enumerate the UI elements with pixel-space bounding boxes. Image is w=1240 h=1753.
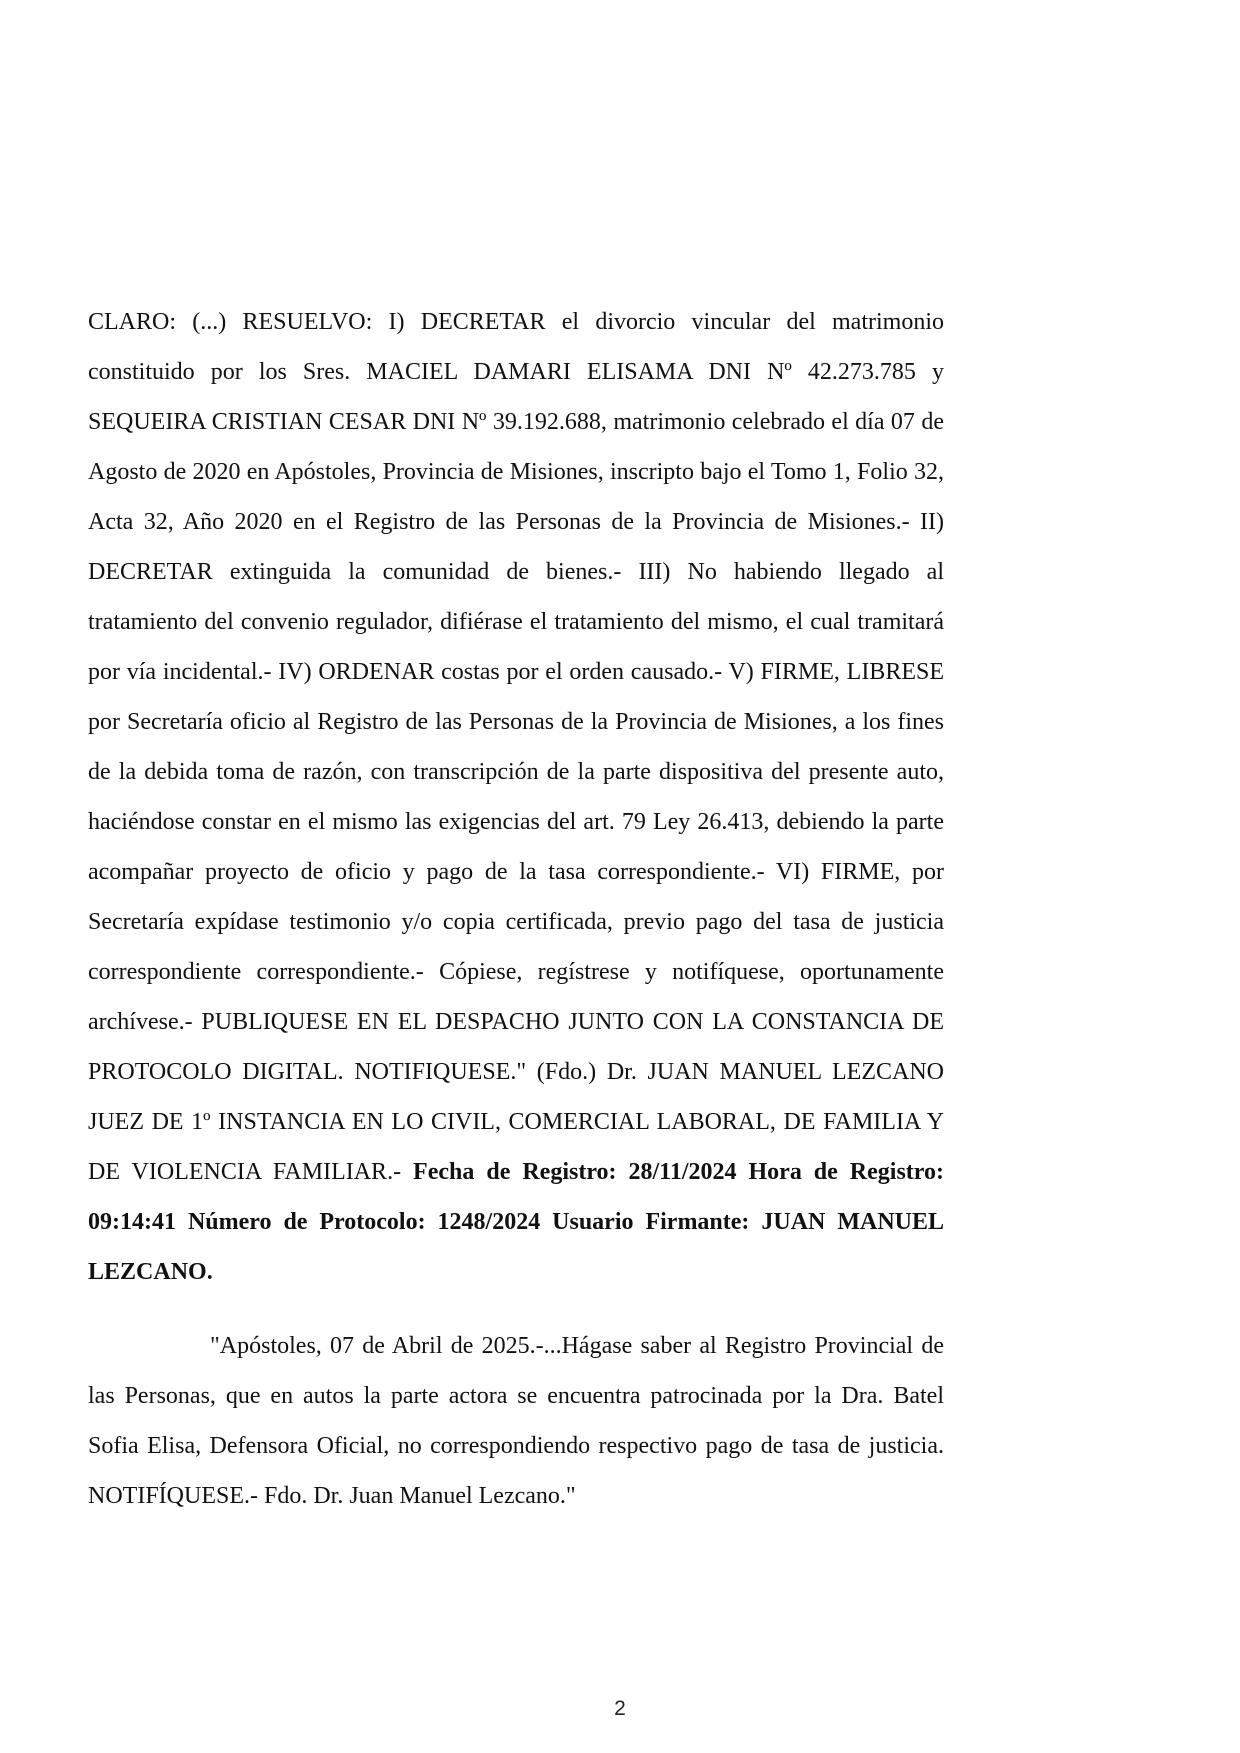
registration-details: Fecha de Registro: 28/11/2024 Hora de Registro: 09:14:41 Número de Protocolo: 1248/2024 Usuario Firmante: JUAN MANUEL LEZCANO. — [88, 1159, 944, 1285]
document-body — [88, 297, 944, 1521]
notice-paragraph: "Apóstoles, 07 de Abril de 2025.-...Hágase saber al Registro Provincial de las Personas, que en autos la parte actora se encuentra patrocinada por la Dra. Batel Sofia Elisa, Defensora Oficial, no correspondiendo respectivo pago de tasa de justicia. NOTIFÍQUESE.- Fdo. Dr. Juan Manuel Lezcano." — [88, 1333, 944, 1509]
resolution-text: CLARO: (...) RESUELVO: I) DECRETAR el divorcio vincular del matrimonio constituido por los Sres. MACIEL DAMARI ELISAMA DNI Nº 42.273.785 y SEQUEIRA CRISTIAN CESAR DNI Nº 39.192.688, matrimonio celebrado el día 07 de Agosto de 2020 en Apóstoles, Provincia de Misiones, inscripto bajo el Tomo 1, Folio 32, Acta 32, Año 2020 en el Registro de las Personas de la Provincia de Misiones.- II) DECRETAR extinguida la comunidad de bienes.- III) No habiendo llegado al tratamiento del convenio regulador, difiérase el tratamiento del mismo, el cual tramitará por vía incidental.- IV) ORDENAR costas por el orden causado.- V) FIRME, LIBRESE por Secretaría oficio al Registro de las Personas de la Provincia de Misiones, a los fines de la debida toma de razón, con transcripción de la parte dispositiva del presente auto, haciéndose constar en el mismo las exigencias del art. 79 Ley 26.413, debiendo la parte acompañar proyecto de oficio y pago de la tasa correspondiente.- VI) FIRME, por Secretaría expídase testimonio y/o copia certificada, previo pago del tasa de justicia correspondiente correspondiente.- Cópiese, regístrese y notifíquese, oportunamente archívese.- PUBLIQUESE EN EL DESPACHO JUNTO CON LA CONSTANCIA DE PROTOCOLO DIGITAL. NOTIFIQUESE." (Fdo.) Dr. JUAN MANUEL LEZCANO JUEZ DE 1º INSTANCIA EN LO CIVIL, COMERCIAL LABORAL, DE FAMILIA Y DE VIOLENCIA FAMILIAR.- — [88, 309, 944, 1185]
page-number: 2 — [614, 1697, 626, 1720]
resolution-paragraph — [88, 297, 944, 1297]
